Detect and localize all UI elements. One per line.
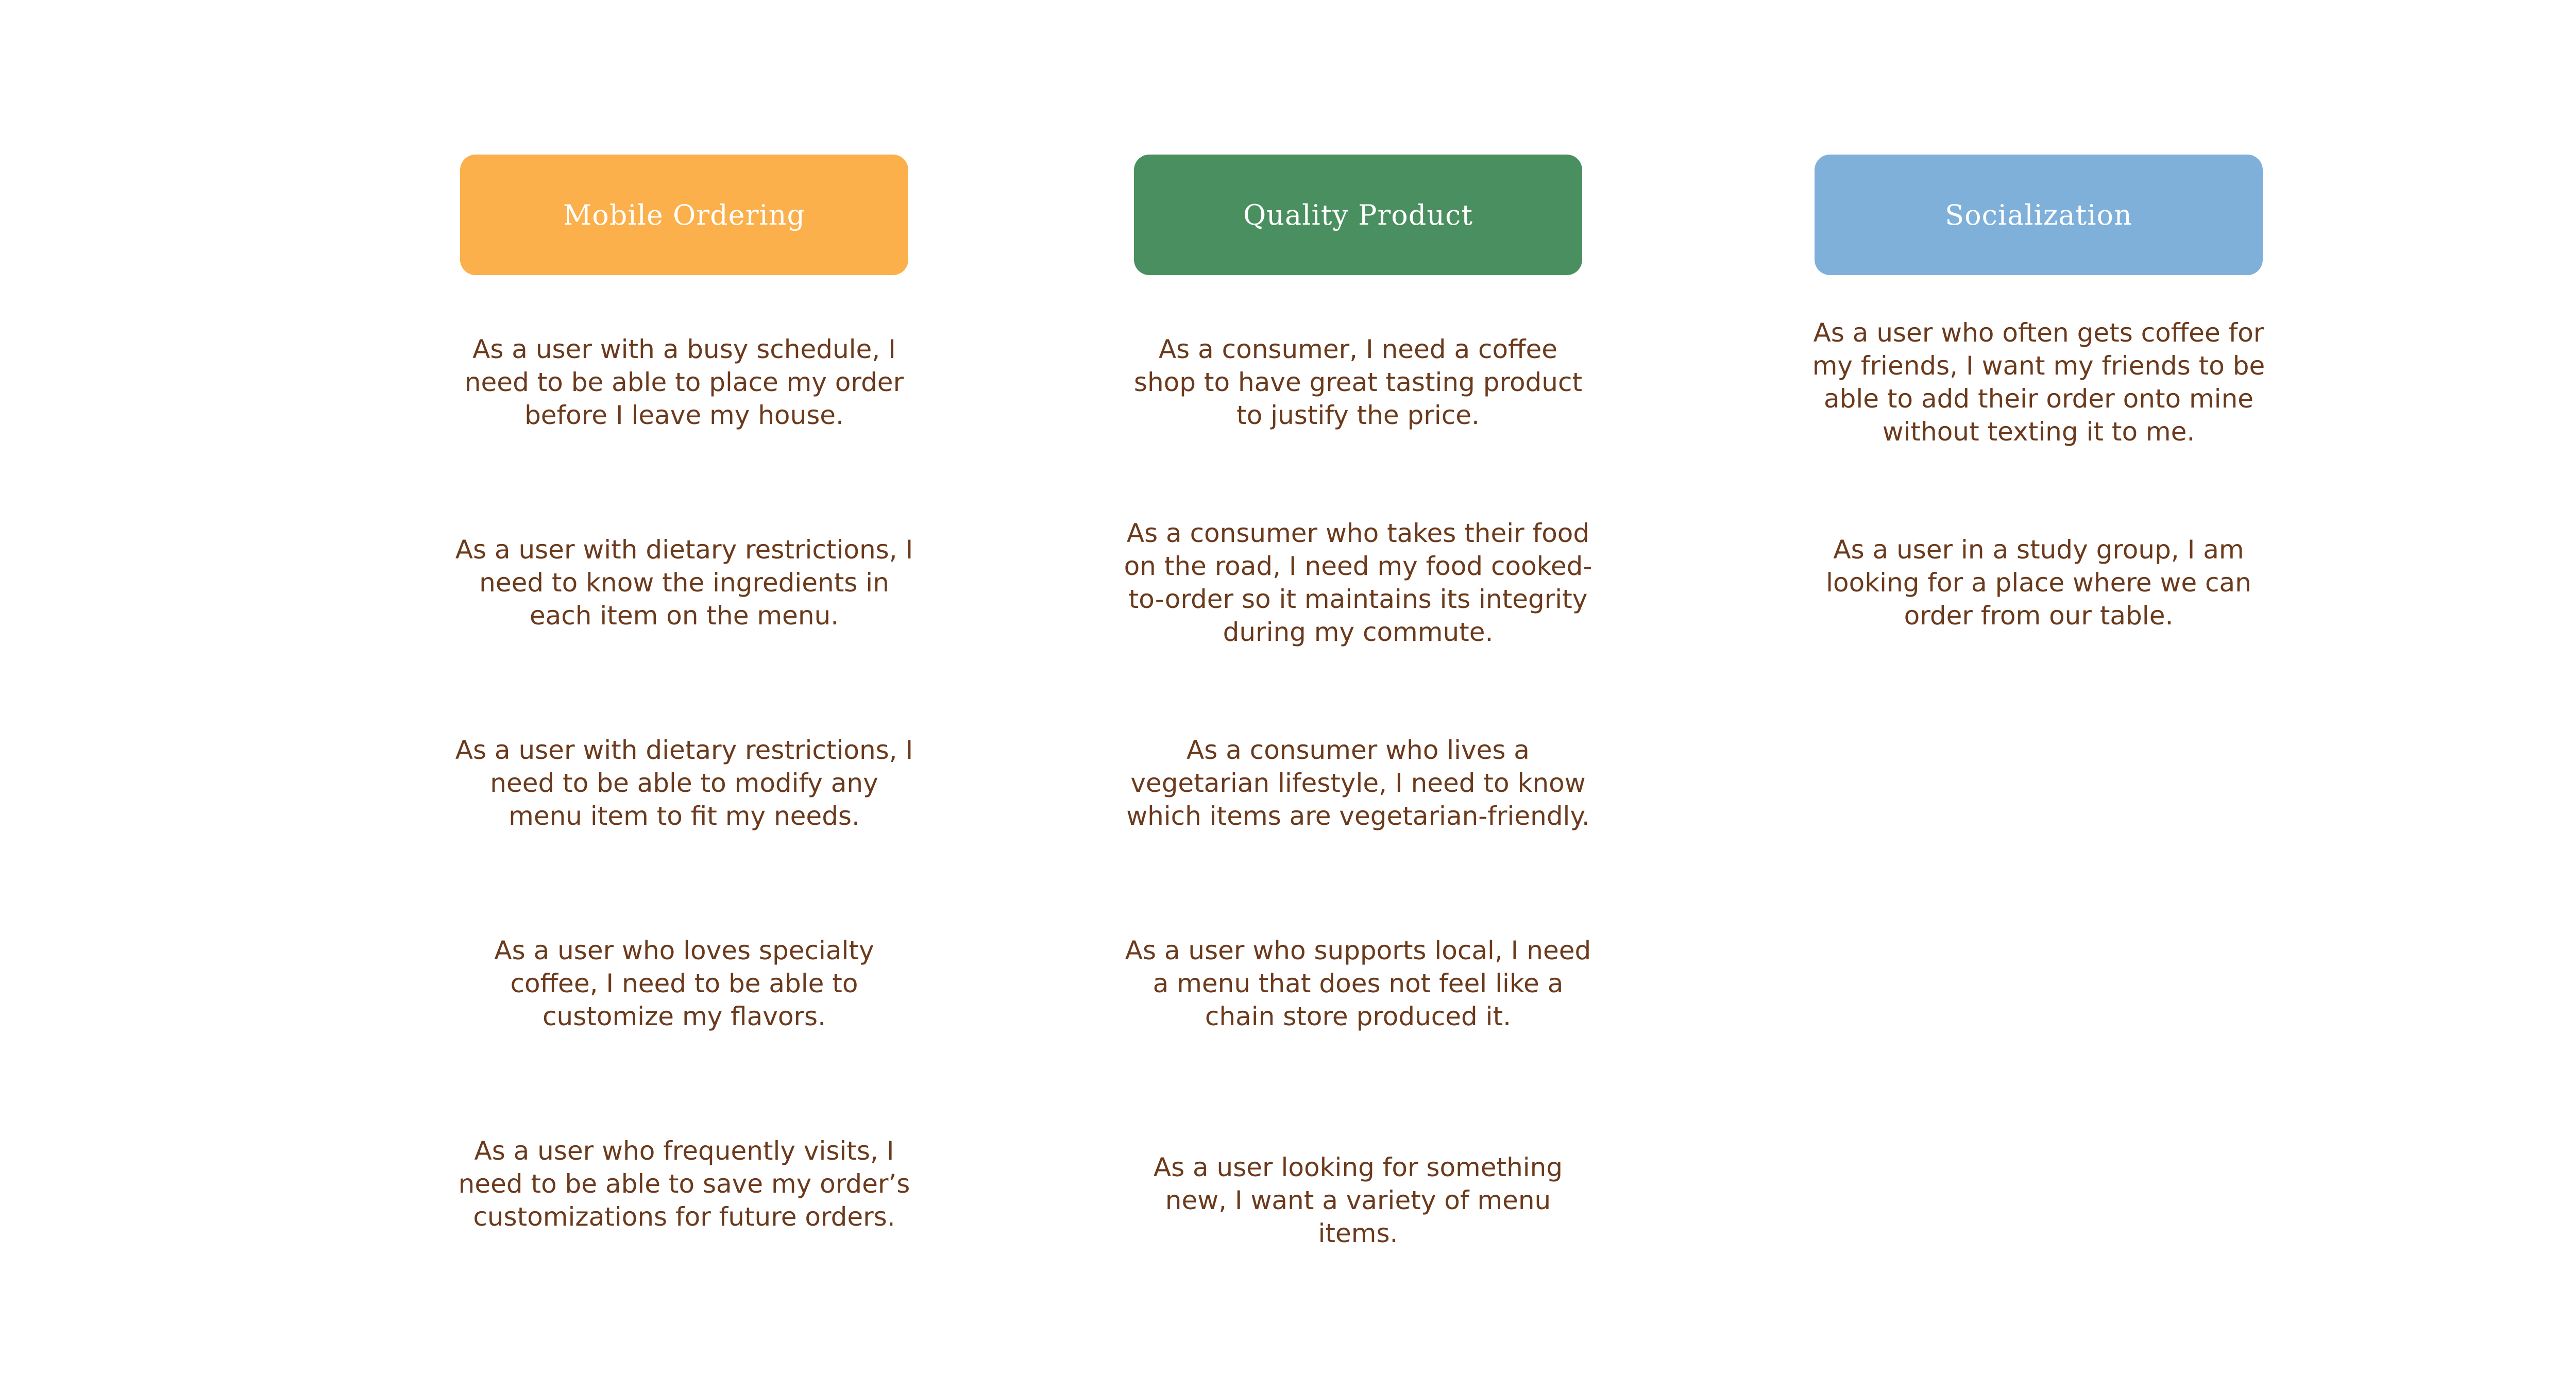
user-story: As a user with a busy schedule, I need to be able to place my order before I leave my house. [464,334,904,430]
user-story: As a user in a study group, I am looking for a place where we can order from our table. [1826,535,2251,631]
column-socialization [1812,155,2265,631]
user-story: As a user who often gets coffee for my friends, I want my friends to be able to add their order onto mine without texting it to me. [1812,318,2265,447]
header-title: Quality Product [1243,198,1473,231]
user-story: As a user with dietary restrictions, I need to be able to modify any menu item to fit my needs. [455,735,913,831]
header-socialization [1815,155,2263,275]
user-story: As a user with dietary restrictions, I need to know the ingredients in each item on the menu. [455,535,913,631]
user-story: As a user who frequently visits, I need to be able to save my order’s customizations for future orders. [458,1136,910,1232]
header-mobile-ordering [460,155,908,275]
user-story: As a consumer who takes their food on the road, I need my food cooked-to-order so it maintains its integrity during my commute. [1124,518,1592,647]
column-quality-product [1124,155,1592,1248]
user-story: As a consumer who lives a vegetarian lifestyle, I need to know which items are vegetarian-friendly. [1126,735,1590,831]
header-quality-product [1134,155,1582,275]
user-story: As a user who loves specialty coffee, I need to be able to customize my flavors. [494,936,874,1031]
header-title: Mobile Ordering [563,198,806,231]
user-story: As a user looking for something new, I want a variety of menu items. [1153,1152,1563,1248]
header-title: Socialization [1945,198,2132,231]
column-mobile-ordering [455,155,913,1232]
user-story: As a consumer, I need a coffee shop to have great tasting product to justify the price. [1133,334,1583,430]
user-story: As a user who supports local, I need a menu that does not feel like a chain store produced it. [1125,936,1591,1031]
